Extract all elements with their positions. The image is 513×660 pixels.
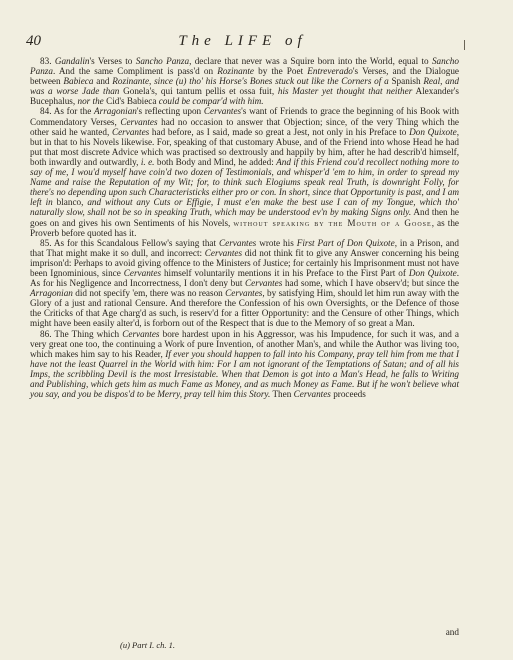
text-segment: i. e. [140, 156, 155, 167]
text-segment: , but in that to his Novels likewise. For, speaking of that customary Abuse, and of the Friend into whose Head he had put that most discrete Advice which was practised so dextrously and happily by him, after he had describ'd himself, both inwardly and outwardly, [30, 126, 460, 167]
paragraph-p85 [30, 238, 459, 329]
text-segment: Gonela's, qui tantum pellis et ossa fuit, [119, 86, 278, 97]
text-segment: Babieca [63, 76, 94, 87]
text-segment: Cervantes [293, 389, 331, 400]
text-segment: could be compar'd with him. [158, 96, 264, 107]
text-segment: And then he goes on and gives his own Sentiments of his Novels, [30, 207, 459, 228]
text-segment: Don Quixote [408, 267, 457, 278]
text-segment: Gandalin [54, 56, 90, 66]
text-segment: , by satisfying Him, should let him run away with the Glory of a just and rational Censure. And therefore the Confession of his own Oversights, or the Defence of those the Criticks of that Age charg'd as such, is reserv'd for a fitter Opportunity: and the Censure of other Things, which might have been easily alter'd, is forborn out of the Respect that is due to the Memory of so great a Man. [30, 288, 459, 329]
text-segment: Don Quixote [409, 126, 457, 137]
text-segment: Rozinante [112, 76, 150, 87]
text-segment: Cervantes [120, 116, 158, 127]
text-segment: Then [270, 389, 294, 400]
text-segment: 's want of Friends to grace the beginning of his Book with Commendatory Verses, [30, 106, 459, 127]
text-segment: Spanish [388, 76, 424, 87]
text-segment: Rozinante [217, 66, 254, 77]
catchword: and [445, 627, 459, 637]
text-segment: , in a Prison, and that That might make it so dull, and incorrect: [30, 237, 459, 258]
text-segment: Cervantes [122, 328, 160, 339]
text-segment: Arragonian [30, 288, 73, 299]
paragraph-p86 [30, 329, 459, 400]
text-segment: 's Verses to [89, 56, 136, 66]
text-segment: . And the same Compliment is pass'd on [52, 66, 218, 77]
text-segment: Cervantes [203, 106, 242, 117]
margin-mark [464, 40, 465, 50]
text-segment: If ever you should happen to fall into his Company, pray tell him from me that I have not the least Quarrel in the World with him: For I am not ignorant of the Temptations of Satan; and of all his Imps, the scribbling Devil is the most Irresistable. When that Demon is got into a Man's Head, he falls to Writing and Publishing, which gets him as much Fame as Money, and as much Money as Fame. But if he won't believe what you say, and you be dispos'd to be Merry, pray tell him this Story. [30, 348, 460, 400]
text-segment: Entreverado [307, 66, 353, 77]
text-segment: himself voluntarily mentions it in his Preface to the First Part of [161, 267, 409, 278]
page-number: 40 [26, 33, 41, 49]
text-segment: Cervantes [245, 278, 283, 289]
text-segment: 's Verses, and the Dialogue between [30, 66, 459, 87]
text-segment: had no occasion to answer that Objection; since, of the very Thing which the other said he wanted, [30, 116, 459, 137]
text-segment: bore hardest upon in his Aggressor, was his Impudence, for such it was, and a very great one too, the continuing a Work of pure Invention, of another Man's, and while the Author was living too, which makes him say to his Reader, [30, 328, 459, 359]
text-segment: Cervantes [123, 267, 162, 278]
text-segment: Alexander's Bucephalus, [30, 86, 459, 107]
text-segment: and [93, 76, 113, 87]
text-segment: . As for his Negligence and Incorrectness, I don't deny but [30, 267, 460, 289]
text-segment: 84. As for the [40, 106, 95, 117]
text-segment: , [149, 76, 155, 87]
text-segment: Cervantes [219, 237, 257, 248]
text-segment: Sancho Panza [30, 56, 459, 77]
page-body [30, 56, 459, 399]
text-segment: 86. The Thing which [40, 328, 123, 339]
text-segment: since (u) tho' his Horse's Bones stuck out like the Corners of a [154, 76, 389, 87]
text-segment: And if this Friend cou'd recollect nothing more to say of me, I wou'd myself have coin'd two dozen of Testimonials, and whisper'd 'em to him, in order to spread my Name and raise the Reputation of my Wit; for, to think such Elogiums speak real Truth, is downright Folly, for there's no depending upon such Characteristicks either pro or con. In short, since that Opportunity is past, and I am left in [30, 156, 459, 208]
text-segment: proceeds [330, 389, 366, 400]
text-segment: by the Poet [253, 66, 308, 77]
paragraph-p83 [30, 56, 459, 106]
text-segment: First Part of Don Quixote [296, 237, 395, 248]
text-segment: his Master yet thought that neither [277, 86, 413, 97]
text-segment: , declare that never was a Squire born into the World, equal to [189, 56, 432, 66]
text-segment: blanco, [52, 197, 88, 208]
text-segment: wrote his [256, 237, 297, 248]
text-segment: both Body and Mind, he added: [154, 156, 277, 167]
text-segment: did not specify 'em, there was no reason [72, 288, 226, 299]
text-segment: Arragonian [94, 106, 137, 117]
text-segment: without speaking by the Mouth of a Goose [233, 217, 432, 228]
text-segment: nor the [77, 96, 104, 107]
page-header [26, 33, 459, 53]
text-segment: Cervantes [225, 288, 263, 299]
text-segment: Real, and was a worse Jade than [30, 76, 459, 97]
text-segment: , as the Proverb before quoted has it. [30, 217, 459, 238]
text-segment: had some, which I have observ'd; but since the [282, 278, 459, 289]
text-segment: Cervantes [204, 247, 243, 258]
text-segment: Sancho Panza [135, 56, 190, 66]
text-segment: Cid's Babieca [103, 96, 159, 107]
text-segment: and without any Cuts or Effigie, I must e'en make the best use I can of my Tongue, which tho' naturally slow, shall not be so in speaking Truth, which may be understood ev'n by making Signs only. [30, 197, 459, 218]
text-segment: 85. As for this Scandalous Fellow's saying that [40, 237, 219, 248]
text-segment: 's reflecting upon [136, 106, 204, 117]
text-segment: Cervantes [111, 126, 150, 137]
text-segment: had before, as I said, made so great a Jest, not only in his Preface to [149, 126, 410, 137]
text-segment: did not think fit to give any Answer concerning his being imprison'd: Perhaps to avoid giving offence to the Ministers of Justice; for certainly his Imprisonment must not have been Ignominious, since [30, 247, 460, 278]
paragraph-p84 [30, 106, 459, 237]
text-segment: 83. [40, 56, 55, 66]
running-title: The LIFE of [178, 33, 307, 49]
footnote: (u) Part I. ch. 1. [120, 640, 176, 650]
